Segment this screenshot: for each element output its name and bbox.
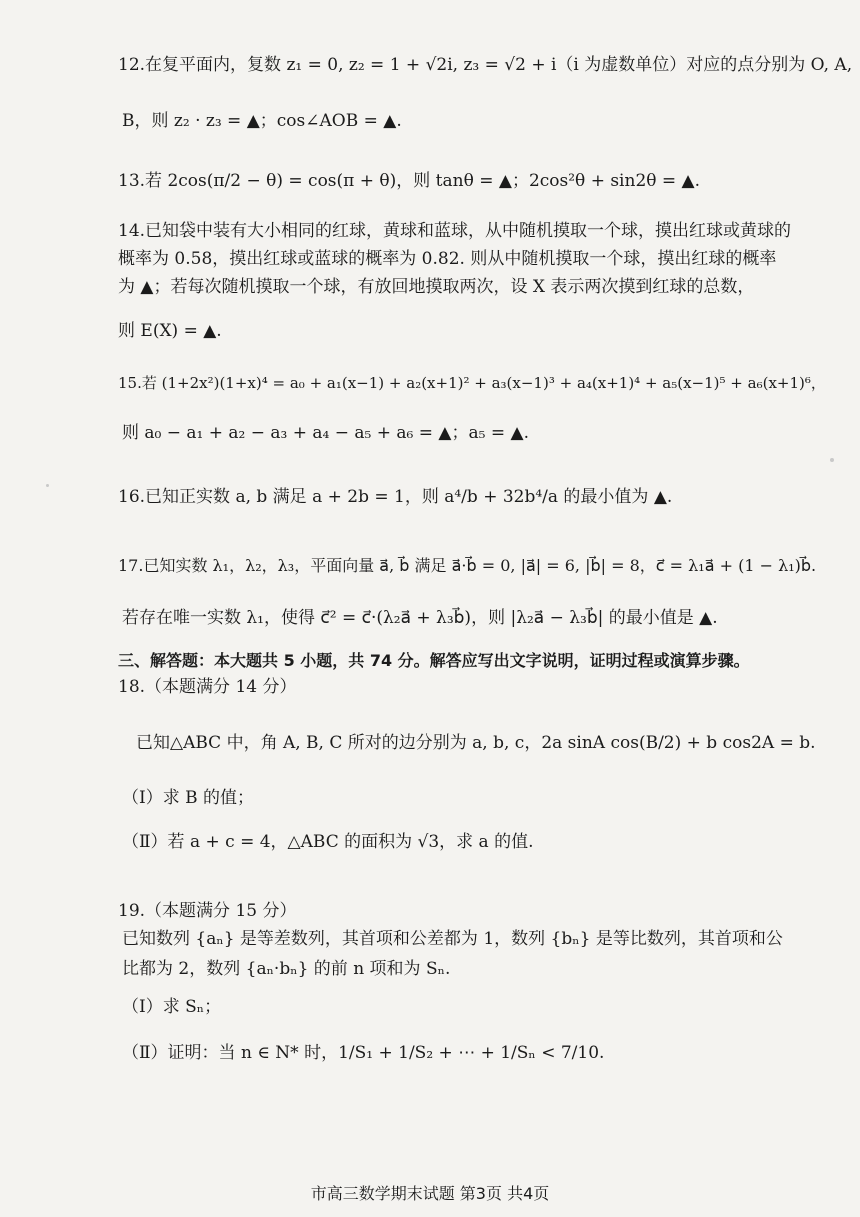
q15-line2: 则 a₀ − a₁ + a₂ − a₃ + a₄ − a₅ + a₆ = ▲；a₅ = ▲. <box>122 423 529 443</box>
page-footer: 市高三数学期末试题 第3页 共4页 <box>310 1184 550 1203</box>
scan-speck <box>830 458 834 462</box>
q14-line4: 则 E(X) = ▲. <box>118 321 222 341</box>
q14-line1: 14.已知袋中装有大小相同的红球，黄球和蓝球，从中随机摸取一个球，摸出红球或黄球的 <box>118 221 792 241</box>
q13-line: 13.若 2cos(π/2 − θ) = cos(π + θ)，则 tanθ = ▲；2cos²θ + sin2θ = ▲. <box>118 171 701 191</box>
q14-line3: 为 ▲；若每次随机摸取一个球，有放回地摸取两次，设 X 表示两次摸到红球的总数， <box>118 277 755 297</box>
q19-part2: （Ⅱ）证明：当 n ∈ N* 时，1/S₁ + 1/S₂ + ⋯ + 1/Sₙ < 7/10. <box>122 1043 605 1063</box>
q19-stem-line2: 比都为 2，数列 {aₙ·bₙ} 的前 n 项和为 Sₙ. <box>122 959 451 979</box>
q19-stem-line1: 已知数列 {aₙ} 是等差数列，其首项和公差都为 1，数列 {bₙ} 是等比数列，其首项和公 <box>122 929 783 949</box>
q17-line1: 17.已知实数 λ₁，λ₂，λ₃，平面向量 a⃗, b⃗ 满足 a⃗·b⃗ = 0, |a⃗| = 6, |b⃗| = 8，c⃗ = λ₁a⃗ + (1 − λ₁)b⃗. <box>118 556 817 575</box>
q14-line2: 概率为 0.58，摸出红球或蓝球的概率为 0.82. 则从中随机摸取一个球，摸出红球的概率 <box>118 249 777 269</box>
q18-heading: 18.（本题满分 14 分） <box>118 677 297 697</box>
q17-line2: 若存在唯一实数 λ₁，使得 c⃗² = c⃗·(λ₂a⃗ + λ₃b⃗)，则 |λ₂a⃗ − λ₃b⃗| 的最小值是 ▲. <box>122 608 718 628</box>
q12-line1: 12.在复平面内，复数 z₁ = 0, z₂ = 1 + √2i, z₃ = √2 + i（i 为虚数单位）对应的点分别为 O, A, <box>118 55 853 75</box>
section-three-heading: 三、解答题：本大题共 5 小题，共 74 分。解答应写出文字说明，证明过程或演算步骤。 <box>118 651 750 670</box>
q18-part1: （Ⅰ）求 B 的值； <box>122 788 255 808</box>
q18-stem: 已知△ABC 中，角 A, B, C 所对的边分别为 a, b, c，2a sinA cos(B/2) + b cos2A = b. <box>136 733 816 753</box>
q19-heading: 19.（本题满分 15 分） <box>118 901 297 921</box>
q19-part1: （Ⅰ）求 Sₙ； <box>122 997 222 1017</box>
q16-line: 16.已知正实数 a, b 满足 a + 2b = 1，则 a⁴/b + 32b⁴/a 的最小值为 ▲. <box>118 487 673 507</box>
scan-speck <box>46 484 49 487</box>
q18-part2: （Ⅱ）若 a + c = 4，△ABC 的面积为 √3，求 a 的值. <box>122 832 534 852</box>
q15-line1: 15.若 (1+2x²)(1+x)⁴ = a₀ + a₁(x−1) + a₂(x+1)² + a₃(x−1)³ + a₄(x+1)⁴ + a₅(x−1)⁵ + a₆(x+1)⁶， <box>118 374 826 392</box>
q12-line2: B，则 z₂ · z₃ = ▲；cos∠AOB = ▲. <box>122 111 402 131</box>
